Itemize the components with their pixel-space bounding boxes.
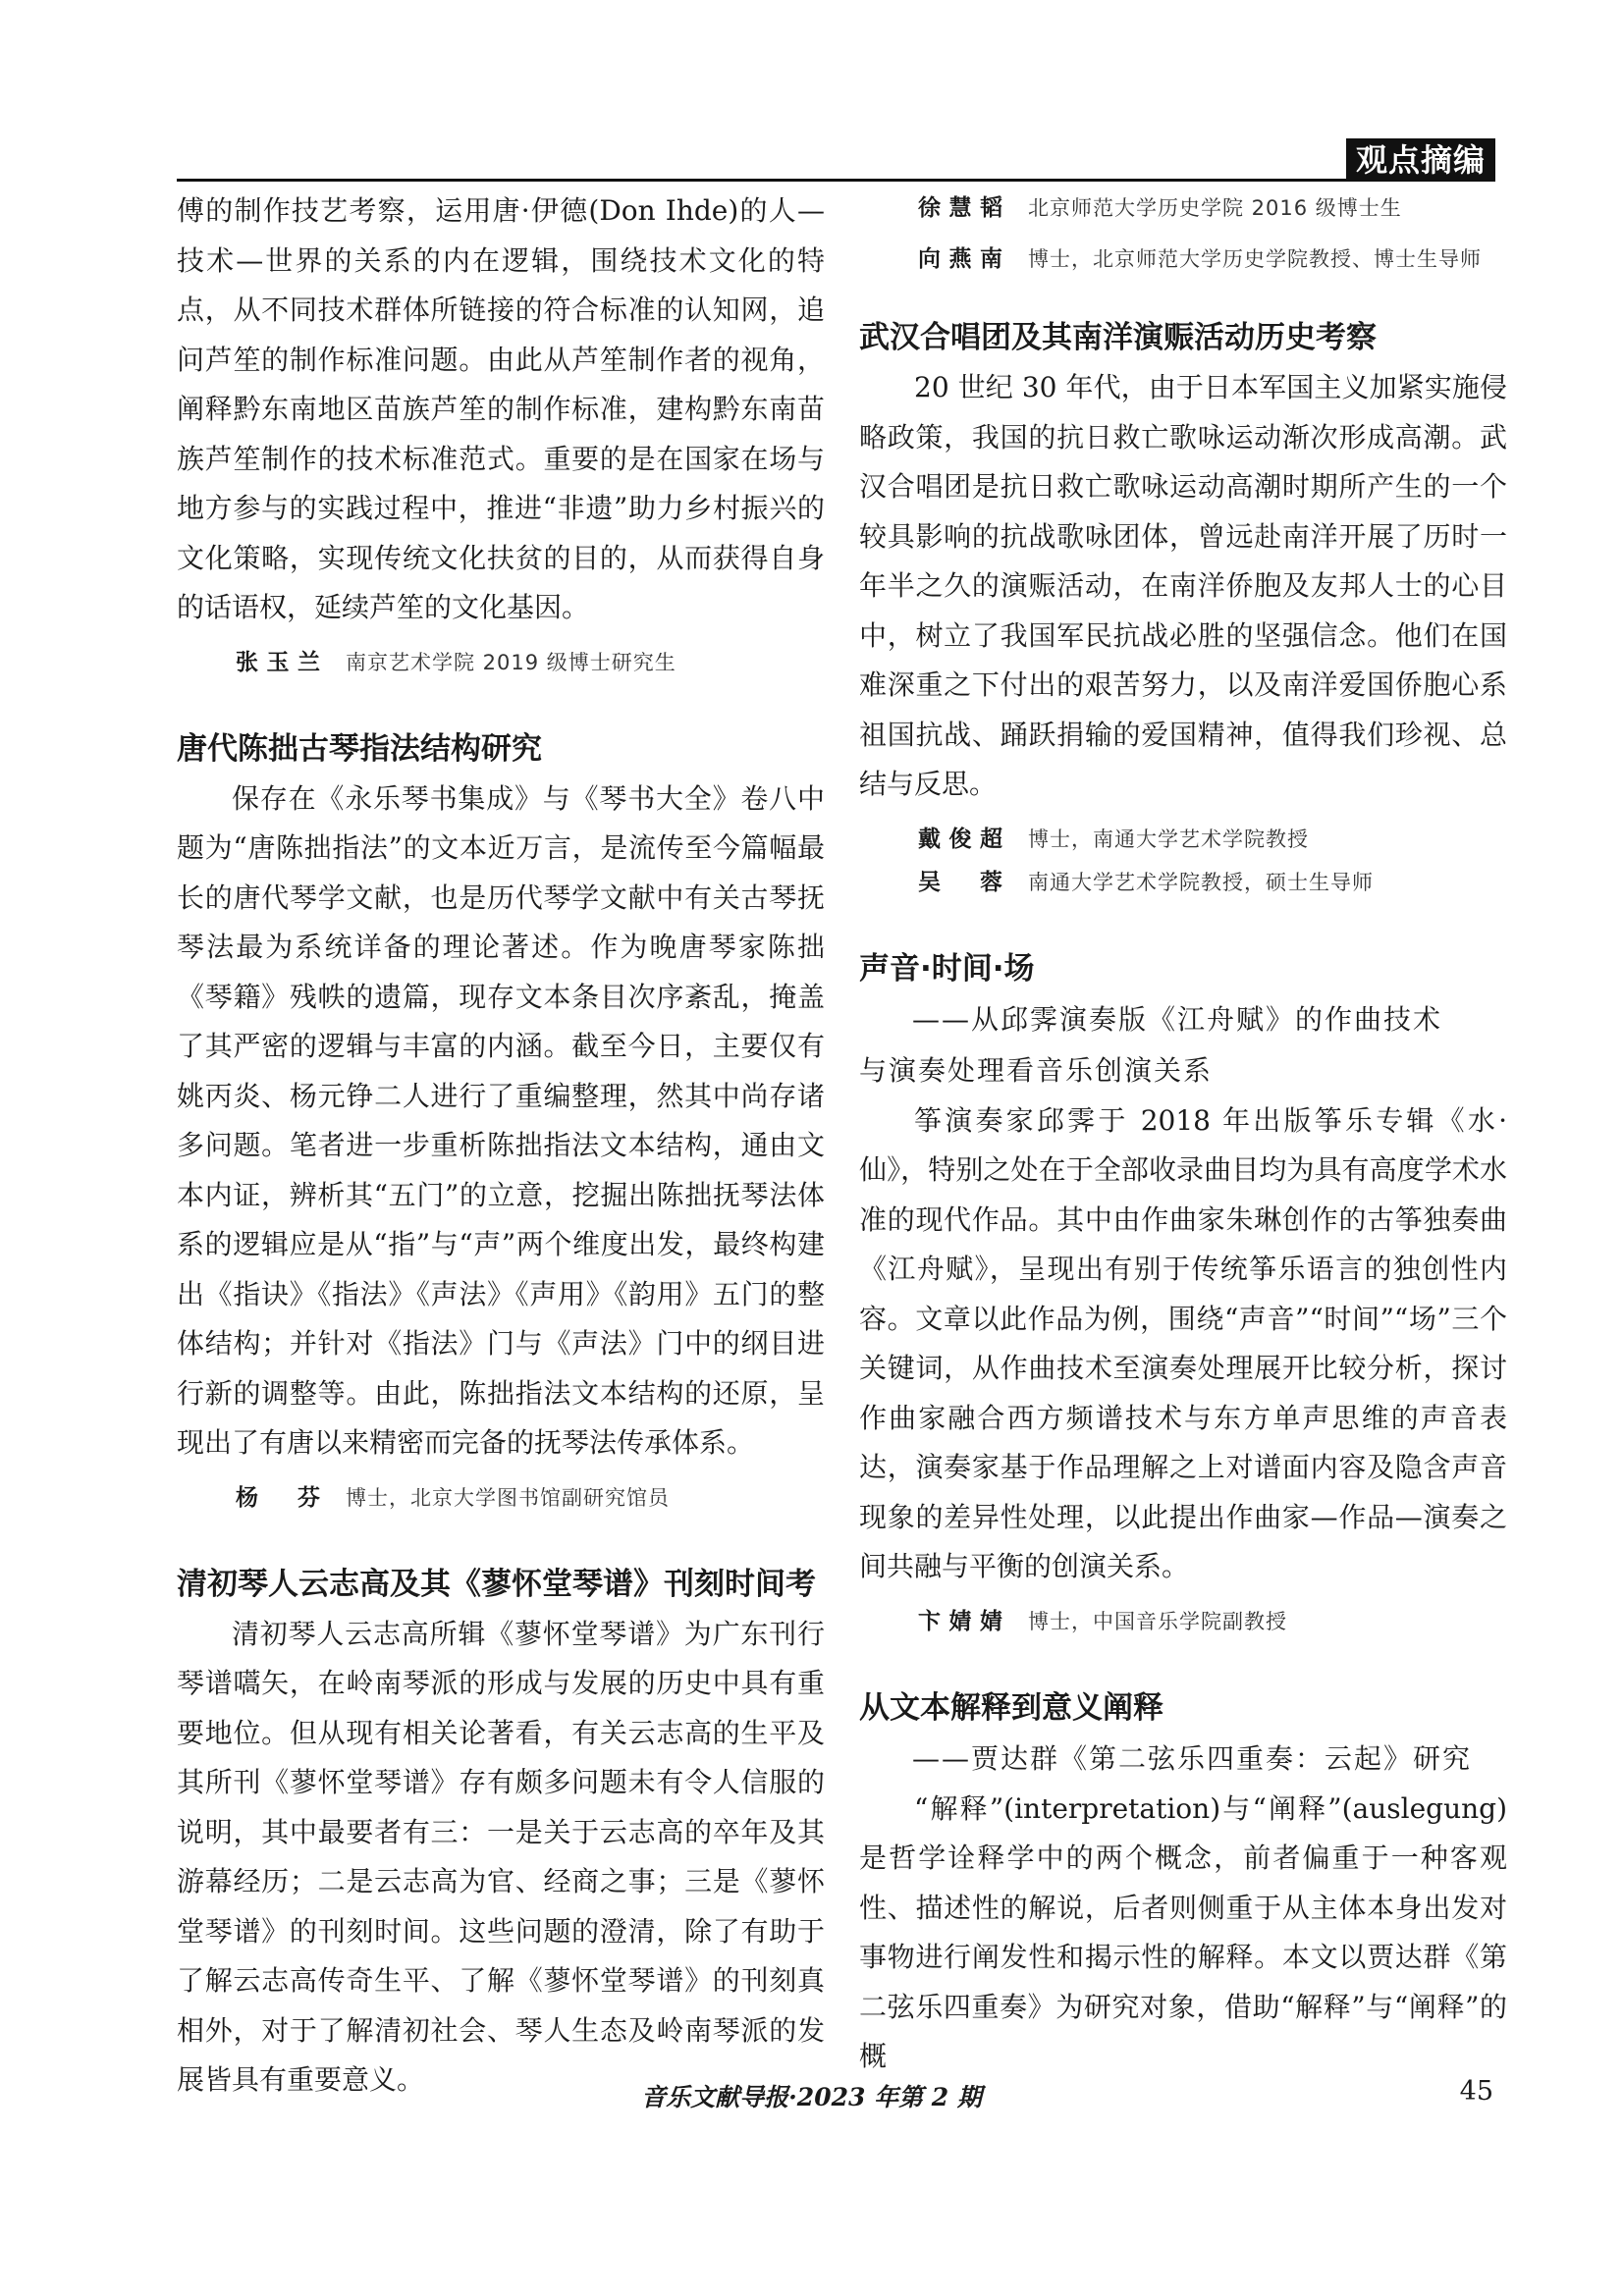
author-affiliation: 博士，南通大学艺术学院教授: [1028, 827, 1309, 851]
author-name: 杨芬: [236, 1484, 320, 1511]
article-body: 20 世纪 30 年代，由于日本军国主义加紧实施侵略政策，我国的抗日救亡歌咏运动渐次形成高潮。武汉合唱团是抗日救亡歌咏运动高潮时期所产生的一个较具影响的抗战歌咏团体，曾远赴南洋开展了历时一年半之久的演赈活动，在南洋侨胞及友邦人士的心目中，树立了我国军民抗战必胜的坚强信念。他们在国难深重之下付出的艰苦努力，以及南洋爱国侨胞心系祖国抗战、踊跃捐输的爱国精神，值得我们珍视、总结与反思。: [859, 371, 1507, 800]
author-line: [177, 641, 825, 684]
article-title: 唐代陈拙古琴指法结构研究: [177, 730, 542, 767]
author-affiliation: 南通大学艺术学院教授，硕士生导师: [1028, 870, 1374, 894]
section-tag: 观点摘编: [1346, 138, 1495, 182]
author-name: 徐慧韬: [918, 195, 1002, 221]
article-body: 保存在《永乐琴书集成》与《琴书大全》卷八中题为“唐陈拙指法”的文本近万言，是流传至今篇幅最长的唐代琴学文献，也是历代琴学文献中有关古琴抚琴法最为系统详备的理论著述。作为晚唐琴家陈拙《琴籍》残帙的遗篇，现存文本条目次序紊乱，掩盖了其严密的逻辑与丰富的内涵。截至今日，主要仅有姚丙炎、杨元铮二人进行了重编整理，然其中尚存诸多问题。笔者进一步重析陈拙指法文本结构，通由文本内证，辨析其“五门”的立意，挖掘出陈拙抚琴法体系的逻辑应是从“指”与“声”两个维度出发，最终构建出《指诀》《指法》《声法》《声用》《韵用》五门的整体结构；并针对《指法》门与《声法》门中的纲目进行新的调整等。由此，陈拙指法文本结构的还原，呈现出了有唐以来精密而完备的抚琴法传承体系。: [177, 781, 825, 1459]
author-affiliation: 博士，北京大学图书馆副研究馆员: [346, 1485, 670, 1510]
header-rule: [177, 179, 1492, 182]
left-column: [177, 187, 825, 2106]
author-line: [859, 861, 1507, 904]
author-affiliation: 博士，中国音乐学院副教授: [1028, 1609, 1287, 1633]
author-line: [177, 1476, 825, 1520]
author-line: [859, 238, 1507, 281]
article-body: 筝演奏家邱霁于 2018 年出版筝乐专辑《水·仙》，特别之处在于全部收录曲目均为具有高度学术水准的现代作品。其中由作曲家朱琳创作的古筝独奏曲《江舟赋》，呈现出有别于传统筝乐语言的独创性内容。文章以此作品为例，围绕“声音”“时间”“场”三个关键词，从作曲技术至演奏处理展开比较分析，探讨作曲家融合西方频谱技术与东方单声思维的声音表达，演奏家基于作品理解之上对谱面内容及隐含声音现象的差异性处理，以此提出作曲家—作品—演奏之间共融与平衡的创演关系。: [859, 1103, 1507, 1582]
journal-name: 音乐文献导报·2023 年第 2 期: [641, 2083, 982, 2111]
article-title: 武汉合唱团及其南洋演赈活动历史考察: [859, 320, 1377, 355]
article-body-continued: 傅的制作技艺考察，运用唐·伊德(Don Ihde)的人—技术—世界的关系的内在逻辑，围绕技术文化的特点，从不同技术群体所链接的符合标准的认知网，追问芦笙的制作标准问题。由此从芦笙制作者的视角，阐释黔东南地区苗族芦笙的制作标准，建构黔东南苗族芦笙制作的技术标准范式。重要的是在国家在场与地方参与的实践过程中，推进“非遗”助力乡村振兴的文化策略，实现传统文化扶贫的目的，从而获得自身的话语权，延续芦笙的文化基因。: [177, 194, 825, 623]
page-number: 45: [1459, 2076, 1493, 2107]
article-subtitle: ——从邱霁演奏版《江舟赋》的作曲技术: [912, 1002, 1443, 1036]
article-body: “解释”(interpretation)与“阐释”(auslegung)是哲学诠释学中的两个概念，前者偏重于一种客观性、描述性的解说，后者则侧重于从主体本身出发对事物进行阐发性和揭示性的解释。本文以贾达群《第二弦乐四重奏》为研究对象，借助“解释”与“阐释”的概: [859, 1791, 1507, 2072]
right-column: [859, 187, 1507, 2082]
author-name: 张玉兰: [236, 649, 320, 675]
article-body: 清初琴人云志高所辑《蓼怀堂琴谱》为广东刊行琴谱嚆矢，在岭南琴派的形成与发展的历史中具有重要地位。但从现有相关论著看，有关云志高的生平及其所刊《蓼怀堂琴谱》存有颇多问题未有令人信服的说明，其中最要者有三：一是关于云志高的卒年及其游幕经历；二是云志高为官、经商之事；三是《蓼怀堂琴谱》的刊刻时间。这些问题的澄清，除了有助于了解云志高传奇生平、了解《蓼怀堂琴谱》的刊刻真相外，对于了解清初社会、琴人生态及岭南琴派的发展皆具有重要意义。: [177, 1617, 825, 2096]
article-title: 声音·时间·场: [859, 950, 1035, 987]
author-name: 戴俊超: [918, 826, 1002, 852]
author-line: [859, 818, 1507, 861]
article-subtitle: 与演奏处理看音乐创演关系: [859, 1053, 1214, 1087]
article-subtitle: ——贾达群《第二弦乐四重奏：云起》研究: [912, 1741, 1473, 1775]
author-name: 卞婧婧: [918, 1608, 1002, 1634]
author-affiliation: 博士，北京师范大学历史学院教授、博士生导师: [1028, 247, 1482, 271]
author-affiliation: 北京师范大学历史学院 2016 级博士生: [1028, 196, 1402, 220]
author-name: 吴蓉: [918, 869, 1002, 895]
author-affiliation: 南京艺术学院 2019 级博士研究生: [346, 650, 676, 674]
author-line: [859, 1600, 1507, 1643]
author-line: [859, 187, 1507, 230]
article-title: 从文本解释到意义阐释: [859, 1689, 1163, 1726]
author-name: 向燕南: [918, 246, 1002, 272]
article-title: 清初琴人云志高及其《蓼怀堂琴谱》刊刻时间考: [177, 1566, 816, 1602]
